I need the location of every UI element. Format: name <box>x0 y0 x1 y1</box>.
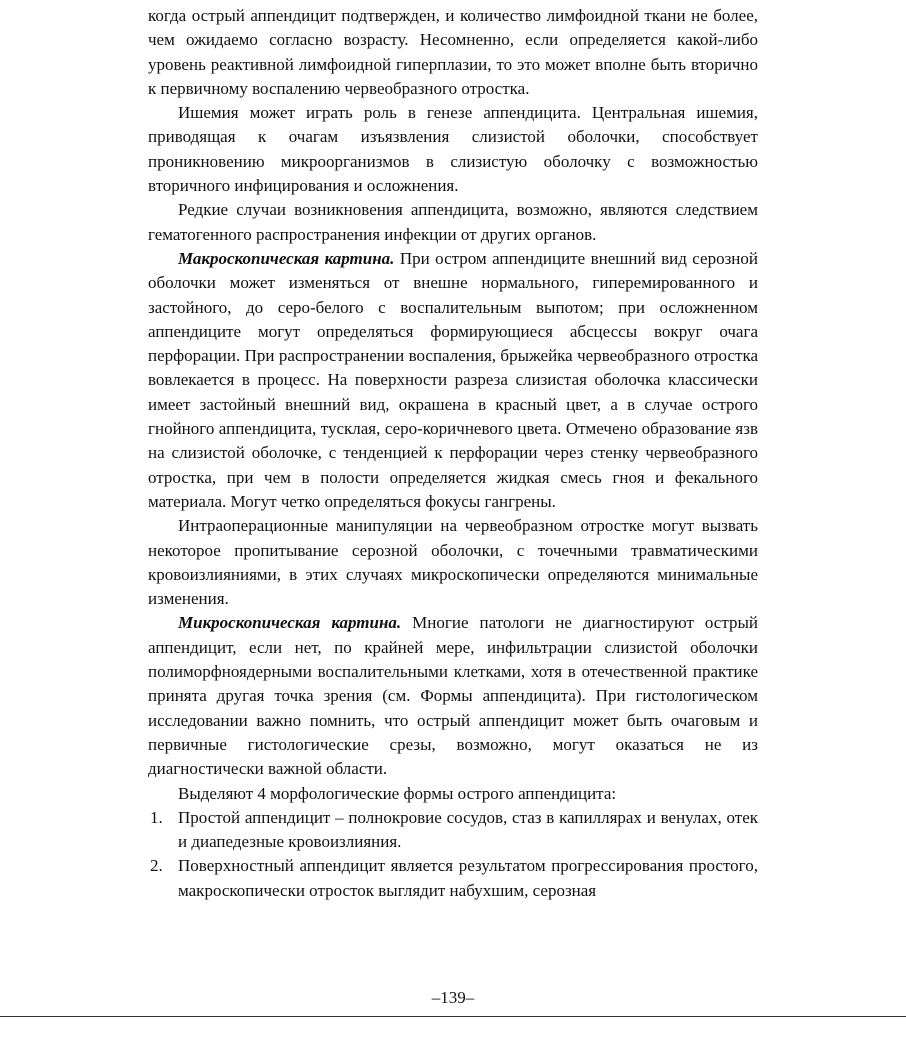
paragraph-lead: Микроскопическая картина. <box>178 613 402 633</box>
paragraph-intraoperative <box>148 514 758 611</box>
paragraph-text: Интраоперационные манипуляции на червеобразном отростке могут вызвать некоторое пропитывание серозной оболочки, с точечными травматическими кровоизлияниями, в этих случаях микроскопически определяются минимальные изменения. <box>148 516 758 609</box>
list-item <box>148 854 758 903</box>
paragraph-microscopic <box>148 611 758 781</box>
paragraph-text: Выделяют 4 морфологические формы острого аппендицита: <box>178 783 617 803</box>
paragraph-macroscopic <box>148 247 758 514</box>
paragraph-ischemia <box>148 101 758 198</box>
paragraph-text: когда острый аппендицит подтвержден, и количество лимфоидной ткани не более, чем ожидаемо согласно возрасту. Несомненно, если определяется какой-либо уровень реактивной лимфоидной гиперплазии, то это может вполне быть вторично к первичному воспалению червеобразного отростка. <box>148 6 758 98</box>
list-item-text: Простой аппендицит – полнокровие сосудов, стаз в капиллярах и венулах, отек и диапедезные кровоизлияния. <box>178 807 758 852</box>
paragraph-forms-intro <box>148 782 758 806</box>
page-body <box>148 4 758 903</box>
paragraph-lead: Макроскопическая картина. <box>178 248 395 268</box>
forms-list <box>148 806 758 903</box>
bottom-rule <box>0 1016 906 1017</box>
paragraph-continuation <box>148 4 758 101</box>
paragraph-text: Редкие случаи возникновения аппендицита, возможно, являются следствием гематогенного распространения инфекции от других органов. <box>148 200 758 244</box>
list-item-number: 1. <box>150 807 163 827</box>
paragraph-text: При остром аппендиците внешний вид серозной оболочки может изменяться от внешне нормального, гиперемированного и застойного, до серо-белого с воспалительным выпотом; при осложненном аппендиците могут определяться формирующиеся абсцессы вокруг очага перфорации. При распространении воспаления, брыжейка червеобразного отростка вовлекается в процесс. На поверхности разреза слизистая оболочка классически имеет застойный внешний вид, окрашена в красный цвет, а в случае острого гнойного аппендицита, тусклая, серо-коричневого цвета. Отмечено образование язв на слизистой оболочке, с тенденцией к перфорации через стенку червеобразного отростка, при чем в полости определяется жидкая смесь гноя и фекального материала. Могут четко определяться фокусы гангрены. <box>148 248 758 511</box>
paragraph-text: Ишемия может играть роль в генезе аппендицита. Центральная ишемия, приводящая к очагам изъязвления слизистой оболочки, способствует проникновению микроорганизмов в слизистую оболочку с возможностью вторичного инфицирования и осложнения. <box>148 103 758 196</box>
page-number: –139– <box>431 988 475 1007</box>
list-item-text: Поверхностный аппендицит является результатом прогрессирования простого, макроскопически отросток выглядит набухшим, серозная <box>178 856 758 900</box>
list-item <box>148 806 758 855</box>
paragraph-text: Многие патологи не диагностируют острый аппендицит, если нет, по крайней мере, инфильтрации слизистой оболочки полиморфноядерными воспалительными клетками, хотя в отечественной практике принята другая точка зрения (см. Формы аппендицита). При гистологическом исследовании важно помнить, что острый аппендицит может быть очаговым и первичные гистологические срезы, возможно, могут оказаться не из диагностически важной области. <box>148 613 759 779</box>
paragraph-hematogenous <box>148 198 758 247</box>
list-item-number: 2. <box>150 856 163 876</box>
